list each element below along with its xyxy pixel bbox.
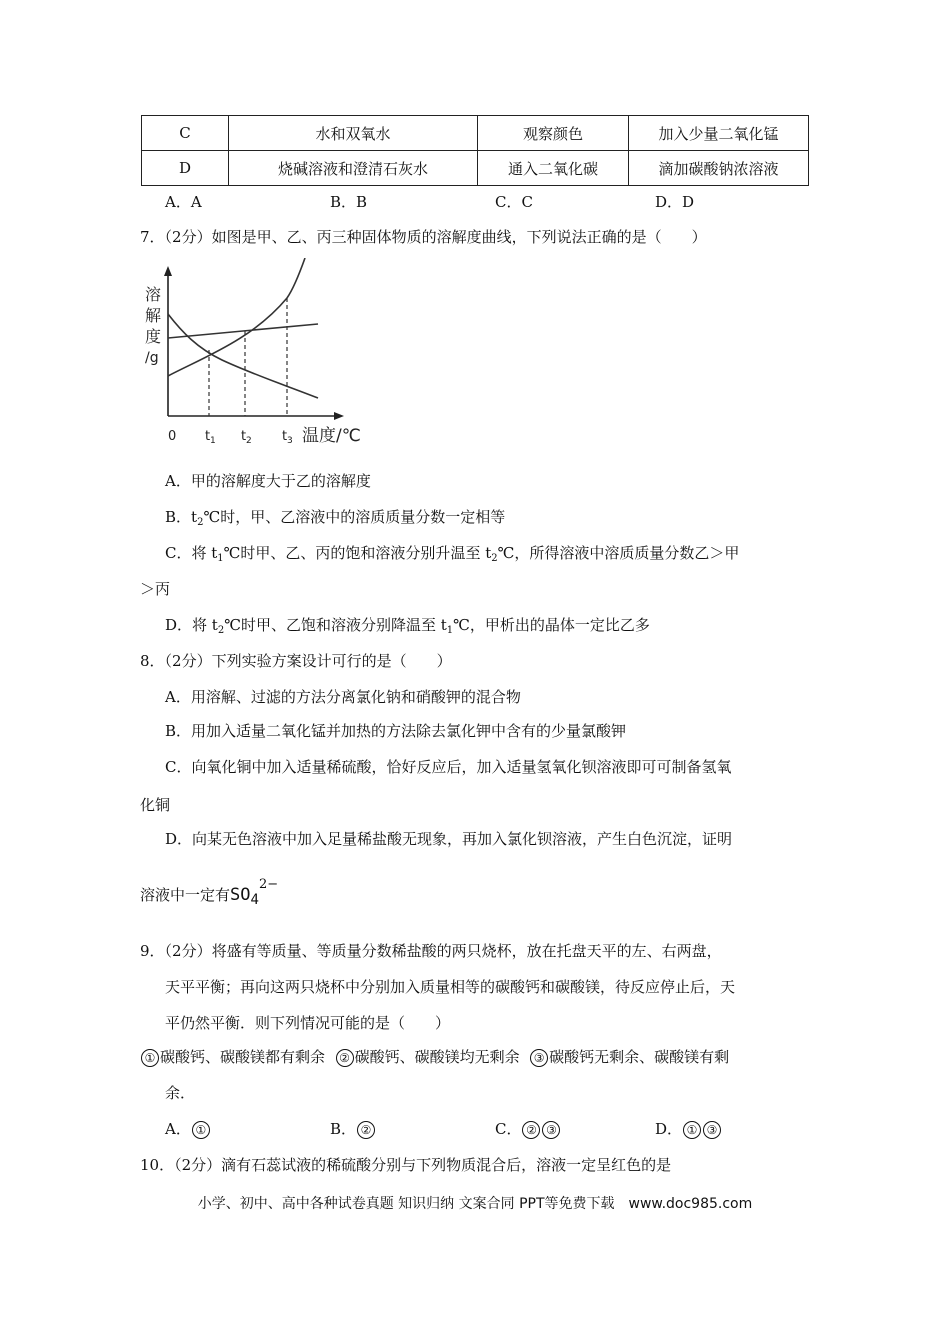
q8-option-b: B．用加入适量二氧化锰并加热的方法除去氯化钾中含有的少量氯酸钾 [165,722,627,740]
q9-option-c: C． ② ③ [495,1118,561,1139]
xlabel: 温度/℃ [302,426,361,446]
q6-option-d: D．D [655,193,695,211]
q9-option-a: A． ① [165,1118,211,1139]
curve-jia [168,258,305,376]
q8-option-a: A．用溶解、过滤的方法分离氯化钠和硝酸钾的混合物 [165,688,521,706]
tick-label: t [282,429,288,444]
q7-option-c: C．将 $t_1℃$时甲、乙、丙的饱和溶液分别升温至 $t_2℃$，所得溶液中溶质质量分数乙＞甲 [165,544,740,564]
q7-stem: 7．（2分）如图是甲、乙、丙三种固体物质的溶解度曲线，下列说法正确的是（ ） [140,228,707,246]
q10-stem: 10．（2分）滴有石蕊试液的稀硫酸分别与下列物质混合后，溶液一定呈红色的是 [140,1156,672,1174]
table-row [142,116,809,151]
table-cell: 滴加碳酸钠浓溶液 [629,151,809,186]
ylabel-char: 度 [145,327,162,346]
table-cell: 观察颜色 [478,116,629,151]
q9-stem-line1: 9．（2分）将盛有等质量、等质量分数稀盐酸的两只烧杯，放在托盘天平的左、右两盘， [140,942,722,960]
q7-option-c-cont: ＞丙 [140,580,171,598]
q6-option-b: B．B [330,193,368,211]
q8-stem: 8．（2分）下列实验方案设计可行的是（ ） [140,652,452,670]
sulfate-ion: SO [230,885,251,905]
q6-table [141,115,809,186]
ylabel-unit: /g [145,350,159,366]
tick-label: t [241,429,247,444]
tick-label: t [205,429,211,444]
table-cell: 通入二氧化碳 [478,151,629,186]
q8-option-d: D．向某无色溶液中加入足量稀盐酸无现象，再加入氯化钡溶液，产生白色沉淀，证明 [165,830,733,848]
page-footer: 小学、初中、高中各种试卷真题 知识归纳 文案合同 PPT等免费下载 www.doc985.com [197,1196,753,1212]
q9-option-b: B． ② [330,1118,376,1139]
q6-option-a: A．A [165,193,202,211]
table-cell: C [142,116,229,151]
q6-option-c: C．C [495,193,533,211]
tick-sub: 3 [287,436,293,446]
ylabel-char: 溶 [145,285,162,304]
q8-option-c-cont: 化铜 [140,796,171,814]
q9-stem-line2: 天平平衡；再向这两只烧杯中分别加入质量相等的碳酸钙和碳酸镁，待反应停止后，天 [165,978,736,996]
origin-label: 0 [168,429,177,444]
q7-option-d: D．将 $t_2℃$时甲、乙饱和溶液分别降温至 $t_1℃$，甲析出的晶体一定比乙多 [165,616,650,636]
solubility-chart [142,258,372,450]
table-cell: 加入少量二氧化锰 [629,116,809,151]
q9-option-d: D． ① ③ [655,1118,722,1139]
x-axis-arrow [334,412,344,420]
q9-stem-line3: 平仍然平衡．则下列情况可能的是（ ） [165,1014,451,1032]
tick-sub: 2 [246,436,252,446]
q7-option-a: A．甲的溶解度大于乙的溶解度 [165,472,371,490]
q8-option-d-cont: 溶液中一定有SO42− [140,877,279,908]
q9-conditions: ① 碳酸钙、碳酸镁都有剩余 ② 碳酸钙、碳酸镁均无剩余 ③ 碳酸钙无剩余、碳酸镁有剩 [140,1046,729,1067]
q7-option-b: B．$t_2℃$时，甲、乙溶液中的溶质质量分数一定相等 [165,508,506,528]
tick-sub: 1 [210,436,216,446]
table-cell: 烧碱溶液和澄清石灰水 [229,151,478,186]
ylabel-char: 解 [145,306,162,325]
q9-conditions-cont: 余． [165,1084,196,1102]
y-axis-arrow [164,266,172,276]
table-cell: 水和双氧水 [229,116,478,151]
q8-option-c: C．向氧化铜中加入适量稀硫酸，恰好反应后，加入适量氢氧化钡溶液即可可制备氢氧 [165,758,732,776]
table-row [142,151,809,186]
table-cell: D [142,151,229,186]
